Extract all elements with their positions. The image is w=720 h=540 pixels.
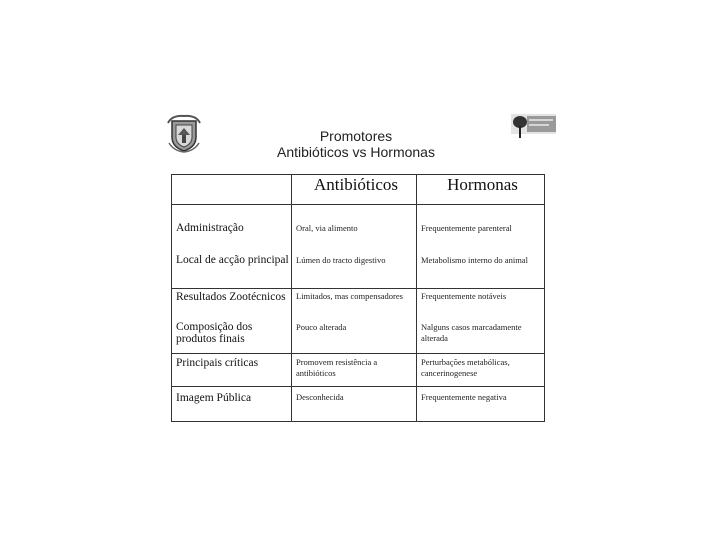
table-row — [172, 387, 545, 422]
antibioticos-cell — [292, 354, 417, 387]
cell-local-hormonas: Metabolismo interno do animal — [421, 255, 528, 265]
cell-imagem-hormonas: Frequentemente negativa — [421, 392, 507, 402]
table-header-antibioticos: Antibióticos — [292, 175, 417, 205]
hormonas-cell — [417, 289, 545, 354]
cell-composicao-hormonas: Nalguns casos marcadamente alterada — [421, 322, 522, 343]
table-row — [172, 354, 545, 387]
hormonas-cell — [417, 205, 545, 289]
title-line-2: Antibióticos vs Hormonas — [277, 144, 435, 160]
crest-logo-icon — [166, 113, 202, 153]
row-label-criticas: Principais críticas — [176, 357, 259, 369]
comparison-table — [171, 174, 545, 422]
row-label-composicao: Composição dos produtos finais — [176, 321, 253, 345]
table-row — [172, 205, 545, 289]
row-label-imagem: Imagem Pública — [176, 392, 252, 404]
cell-resultados-hormonas: Frequentemente notáveis — [421, 291, 507, 301]
cell-criticas-hormonas: Perturbações metabólicas, cancerinogenese — [421, 357, 510, 378]
cell-local-antibioticos: Lúmen do tracto digestivo — [296, 255, 386, 265]
cell-criticas-antibioticos: Promovem resistência a antibióticos — [296, 357, 378, 378]
antibioticos-cell — [292, 387, 417, 422]
tree-logo-icon — [511, 114, 556, 138]
antibioticos-cell — [292, 205, 417, 289]
cell-resultados-antibioticos: Limitados, mas compensadores — [296, 291, 403, 301]
table-header-blank — [172, 175, 292, 205]
table-row — [172, 289, 545, 354]
table-header-row — [172, 175, 545, 205]
title-line-1: Promotores — [319, 128, 393, 144]
hormonas-cell — [417, 387, 545, 422]
row-label-cell — [172, 354, 292, 387]
cell-composicao-antibioticos: Pouco alterada — [296, 322, 347, 332]
table-header-hormonas: Hormonas — [417, 175, 545, 205]
cell-imagem-antibioticos: Desconhecida — [296, 392, 344, 402]
row-label-resultados: Resultados Zootécnicos — [176, 291, 286, 303]
hormonas-cell — [417, 354, 545, 387]
row-label-cell — [172, 387, 292, 422]
slide-title — [250, 128, 462, 160]
row-label-local-accao: Local de acção principal — [176, 254, 289, 266]
cell-administracao-antibioticos: Oral, via alimento — [296, 223, 358, 233]
row-label-administracao: Administração — [176, 222, 244, 234]
row-label-cell — [172, 289, 292, 354]
antibioticos-cell — [292, 289, 417, 354]
cell-administracao-hormonas: Frequentemente parenteral — [421, 223, 512, 233]
row-label-cell — [172, 205, 292, 289]
